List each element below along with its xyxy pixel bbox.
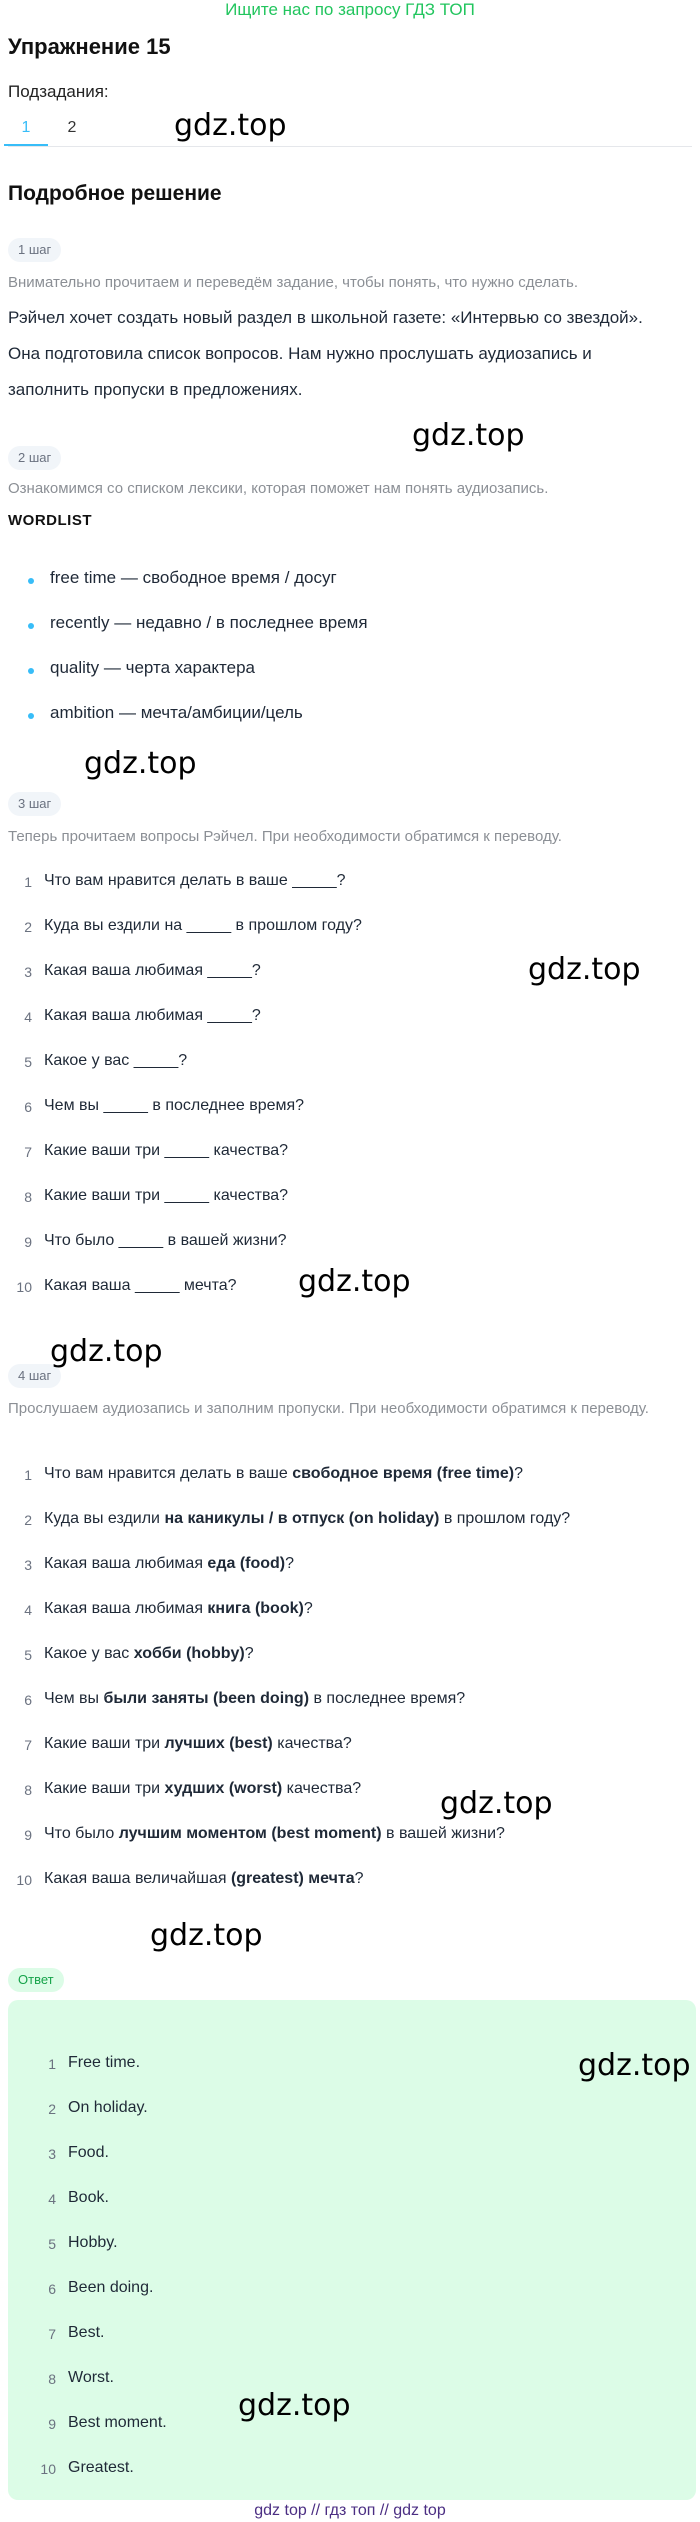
watermark: gdz.top	[578, 2048, 691, 2083]
word-entry: recently — недавно / в последнее время	[50, 613, 368, 632]
solution-heading: Подробное решение	[8, 182, 222, 205]
answer-badge: Ответ	[8, 1968, 64, 1992]
watermark: gdz.top	[150, 1918, 263, 1953]
step-badge: 3 шаг	[8, 792, 61, 816]
bullet-icon	[28, 623, 34, 629]
watermark: gdz.top	[440, 1786, 553, 1821]
bullet-icon	[28, 578, 34, 584]
step-badge: 4 шаг	[8, 1364, 61, 1388]
wordlist-heading: WORDLIST	[8, 512, 92, 529]
watermark: gdz.top	[412, 418, 525, 453]
tab-subtask-1[interactable]: 1	[4, 110, 48, 146]
word-entry: ambition — мечта/амбиции/цель	[50, 703, 303, 722]
bullet-icon	[28, 668, 34, 674]
watermark: gdz.top	[50, 1334, 163, 1369]
step-hint: Теперь прочитаем вопросы Рэйчел. При необходимости обратимся к переводу.	[8, 828, 562, 845]
watermark: gdz.top	[238, 2388, 351, 2423]
word-entry: free time — свободное время / досуг	[50, 568, 337, 587]
footer-links[interactable]: gdz top // гдз топ // gdz top	[254, 2502, 446, 2519]
tabs-divider	[8, 146, 692, 147]
step-badge: 1 шаг	[8, 238, 61, 262]
watermark: gdz.top	[528, 952, 641, 987]
watermark: gdz.top	[84, 746, 197, 781]
watermark: gdz.top	[298, 1264, 411, 1299]
tab-subtask-2[interactable]: 2	[67, 119, 77, 136]
promo-banner[interactable]: Ищите нас по запросу ГДЗ ТОП	[225, 0, 475, 19]
step-text: Рэйчел хочет создать новый раздел в школьной газете: «Интервью со звездой». Она подготовила список вопросов. Нам нужно прослушать аудиозапись и заполнить пропуски в предложениях.	[8, 308, 643, 399]
bullet-icon	[28, 713, 34, 719]
step-badge: 2 шаг	[8, 446, 61, 470]
watermark: gdz.top	[174, 108, 287, 143]
step-hint: Ознакомимся со списком лексики, которая поможет нам понять аудиозапись.	[8, 480, 549, 497]
page-title: Упражнение 15	[8, 34, 171, 59]
step-hint: Прослушаем аудиозапись и заполним пропуски. При необходимости обратимся к переводу.	[8, 1400, 649, 1417]
subtasks-label: Подзадания:	[8, 82, 109, 101]
step-hint: Внимательно прочитаем и переведём задание, чтобы понять, что нужно сделать.	[8, 274, 578, 291]
word-entry: quality — черта характера	[50, 658, 256, 677]
